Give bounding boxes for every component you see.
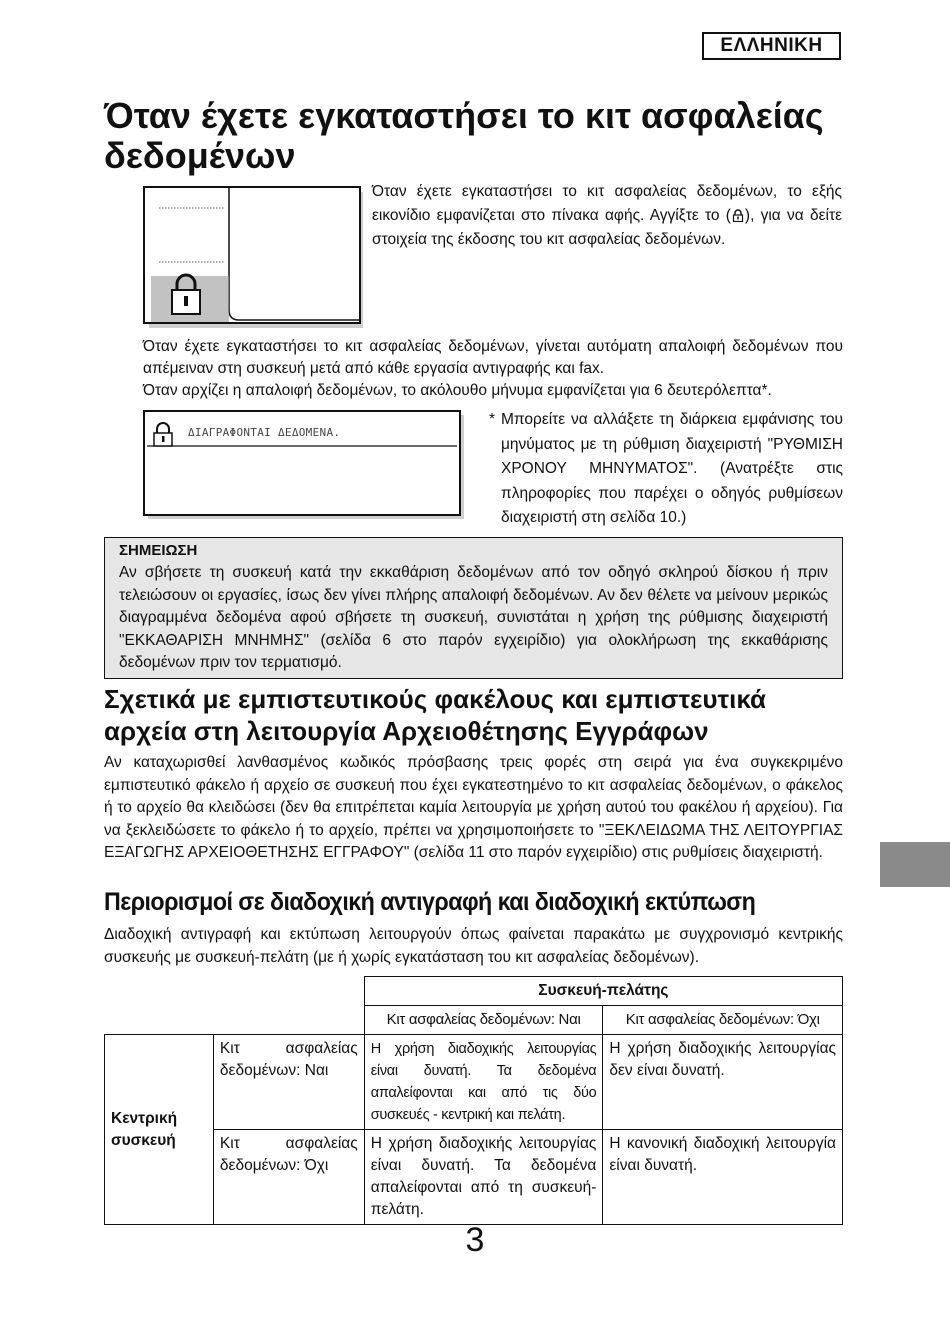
main-kit-no-header: Κιτ ασφαλείας δεδομένων: Όχι (213, 1130, 364, 1225)
main-device-header: Κεντρική συσκευή (105, 1035, 214, 1225)
footnote (489, 408, 843, 531)
cell-yes-yes: Η χρήση διαδοχικής λειτουργίας είναι δυνατή. Τα δεδομένα απαλείφονται και από τις δύο συσκευές - κεντρική και πελάτη. (364, 1035, 603, 1130)
cell-no-yes: Η χρήση διαδοχικής λειτουργίας είναι δυνατή. Τα δεδομένα απαλείφονται από τη συσκευή-πελάτη. (364, 1130, 603, 1225)
footnote-text: Μπορείτε να αλλάξετε τη διάρκεια εμφάνισης του μηνύματος με τη ρύθμιση διαχειριστή "ΡΥΘΜΙΣΗ ΧΡΟΝΟΥ ΜΗΝΥΜΑΤΟΣ". (Ανατρέξτε στις πληροφορίες που παρέχει ο οδηγός ρυθμίσεων διαχειριστή στη σελίδα 10.) (501, 411, 843, 526)
note-body: Αν σβήσετε τη συσκευή κατά την εκκαθάριση δεδομένων από τον οδηγό σκληρού δίσκου ή πριν τελειώσουν οι εργασίες, ίσως δεν γίνει πλήρης απαλοιφή δεδομένων. Αν δεν θέλετε να μείνουν μερικώς διαγραμμένα δεδομένα αφού σβήσετε τη συσκευή, συνιστάται η χρήση της ρύθμισης διαχειριστή "ΕΚΚΑΘΑΡΙΣΗ ΜΝΗΜΗΣ" (σελίδα 6 στο παρόν εγχειρίδιο) για ολοκλήρωση της εκκαθάρισης δεδομένων πριν τον τερματισμό. (119, 564, 828, 671)
note-title: ΣΗΜΕΙΩΣΗ (119, 542, 198, 559)
note-box (104, 537, 843, 679)
auto-clear-paragraph (143, 336, 843, 402)
main-kit-yes-header: Κιτ ασφαλείας δεδομένων: Ναι (213, 1035, 364, 1130)
lock-icon-inline (731, 208, 745, 222)
section-title-confidential: Σχετικά με εμπιστευτικούς φακέλους και εμπιστευτικά αρχεία στη λειτουργία Αρχειοθέτησης Εγγράφων (104, 684, 766, 746)
footnote-marker: * (489, 411, 496, 428)
table-row (105, 977, 843, 1006)
section-title-tandem: Περιορισμοί σε διαδοχική αντιγραφή και διαδοχική εκτύπωση (104, 888, 756, 916)
cell-yes-no: Η χρήση διαδοχικής λειτουργίας δεν είναι δυνατή. (603, 1035, 843, 1130)
clearing-data-message: ΔΙΑΓΡΑΦΟΝΤΑΙ ΔΕΔΟΜΕΝΑ. (188, 426, 341, 439)
tandem-compatibility-table (104, 976, 843, 1225)
client-kit-yes-header: Κιτ ασφαλείας δεδομένων: Ναι (364, 1006, 603, 1035)
section-body-confidential: Αν καταχωρισθεί λανθασμένος κωδικός πρόσβασης τρεις φορές στη σειρά για ένα συγκεκριμένο εμπιστευτικό φάκελο ή αρχείο σε συσκευή που έχει εγκατεστημένο το κιτ ασφαλείας δεδομένων, ο φάκελος ή το αρχείο θα κλειδώσει (δεν θα επιτρέπεται καμία λειτουργία με χρήση αυτού του φακέλου ή αρχείου). Για να ξεκλειδώσετε το φάκελο ή το αρχείο, πρέπει να χρησιμοποιήσετε το "ΞΕΚΛΕΙΔΩΜΑ ΤΗΣ ΛΕΙΤΟΥΡΓΙΑΣ ΕΞΑΓΩΓΗΣ ΑΡΧΕΙΟΘΕΤΗΣΗΣ ΕΓΓΡΑΦΟΥ" (σελίδα 11 στο παρόν εγχειρίδιο) στις ρυθμίσεις διαχειριστή. (104, 754, 843, 861)
section-body-tandem: Διαδοχική αντιγραφή και εκτύπωση λειτουργούν όπως φαίνεται παρακάτω με συγχρονισμό κεντρικής συσκευής με συσκευή-πελάτη (με ή χωρίς εγκατάσταση του κιτ ασφαλείας δεδομένων). (104, 926, 843, 966)
auto-clear-line-1: Όταν έχετε εγκαταστήσει το κιτ ασφαλείας δεδομένων, γίνεται αυτόματη απαλοιφή δεδομένων που απέμειναν στη συσκευή μετά από κάθε εργασία αντιγραφής και fax. (143, 338, 843, 377)
intro-text-before: Όταν έχετε εγκαταστήσει το κιτ ασφαλείας δεδομένων, το εξής εικονίδιο εμφανίζεται στο πίνακα αφής. Αγγίξτε το ( (372, 183, 842, 224)
intro-paragraph (372, 180, 842, 252)
touch-panel-illustration (143, 186, 365, 330)
page-number: 3 (465, 1221, 485, 1259)
client-device-header: Συσκευή-πελάτης (364, 977, 842, 1006)
page-title: Όταν έχετε εγκαταστήσει το κιτ ασφαλείας δεδομένων (104, 95, 824, 176)
table-row (105, 1130, 843, 1225)
language-badge: ΕΛΛΗΝΙΚΗ (702, 32, 841, 60)
auto-clear-line-2: Όταν αρχίζει η απαλοιφή δεδομένων, το ακόλουθο μήνυμα εμφανίζεται για 6 δευτερόλεπτα*. (143, 382, 772, 399)
message-screen-illustration (143, 410, 465, 520)
table-row (105, 1006, 843, 1035)
client-kit-no-header: Κιτ ασφαλείας δεδομένων: Όχι (603, 1006, 843, 1035)
table-row (105, 1035, 843, 1130)
section-tab-marker (880, 842, 950, 887)
cell-no-no: Η κανονική διαδοχική λειτουργία είναι δυνατή. (603, 1130, 843, 1225)
intro-text-after: ), για να δείτε στοιχεία της έκδοσης του κιτ ασφαλείας δεδομένων. (372, 207, 842, 248)
